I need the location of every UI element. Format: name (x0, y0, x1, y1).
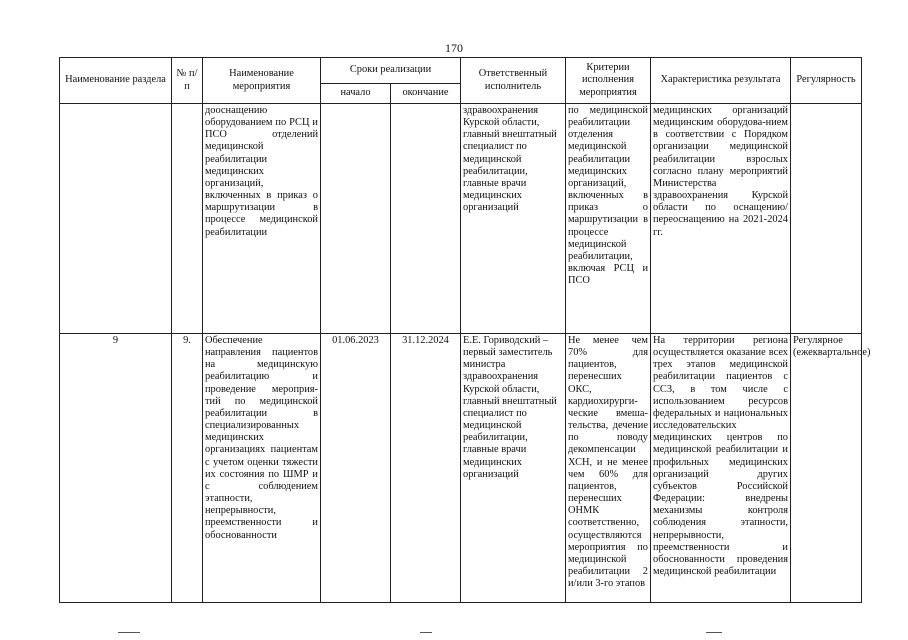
header-regularity: Регулярность (791, 58, 862, 104)
cell-end (391, 104, 461, 334)
header-responsible: Ответственный исполнитель (461, 58, 566, 104)
cell-responsible: Е.Е. Гориводский – первый заместитель министра здравоохранения Курской области, главный внештатный специалист по медицинской реабилитации, главные врачи медицинских организаций (461, 334, 566, 603)
header-event-name: Наименование мероприятия (203, 58, 321, 104)
cell-criteria: Не менее чем 70% для пациентов, перенесших ОКС, кардиохирурги-ческие вмеша-тельства, дечение по поводу декомпенсации ХСН, и не менее чем 60% для пациентов, перенесших ОНМК соответственно, осуществляются мероприятия по медицинской реабилитации 2 и/или 3-го этапов (566, 334, 651, 603)
events-table (59, 57, 871, 603)
header-end: окончание (391, 84, 461, 104)
cell-number (172, 104, 203, 334)
header-section-name: Наименование раздела (60, 58, 172, 104)
cell-section: 9 (60, 334, 172, 603)
cell-start: 01.06.2023 (321, 334, 391, 603)
cell-event: Обеспечение направления пациентов на медицинскую реабилитацию и проведение мероприя-тий по медицинской реабилитации в специализированных медицинских организациях пациентам с учетом оценки тяжести их состояния по ШМР и с соблюдением этапности, непрерывности, преемственности и обоснованности (203, 334, 321, 603)
cell-result: медицинских организаций медицинским оборудова-нием в соответствии с Порядком организации медицинской реабилитации взрослых согласно плану мероприятий Министерства здравоохранения Курской области по оснащению/ переоснащению на 2021-2024 гг. (651, 104, 791, 334)
scan-artifact-right (706, 632, 722, 633)
header-result: Характеристика результата (651, 58, 791, 104)
page-number: 170 (445, 41, 463, 55)
table-row (60, 104, 862, 334)
scan-artifact-left (118, 632, 140, 633)
cell-responsible: здравоохранения Курской области, главный внештатный специалист по медицинской реабилитации, главные врачи медицинских организаций (461, 104, 566, 334)
cell-result: На территории региона осуществляется оказание всех трех этапов медицинской реабилитации пациентов с ССЗ, в том числе с использованием ресурсов федеральных и национальных исследовательских медицинских центров по медицинской реабилитации и профильных медицинских организаций других субъектов Российской Федерации: внедрены механизмы контроля соблюдения этапности, непрерывности, преемственности и обоснованности проведения медицинской реабилитации (651, 334, 791, 603)
header-row (60, 58, 862, 84)
cell-end: 31.12.2024 (391, 334, 461, 603)
cell-regularity (791, 104, 862, 334)
header-criteria: Критерии исполнения мероприятия (566, 58, 651, 104)
cell-event: дооснащению оборудованием по РСЦ и ПСО отделений медицинской реабилитации медицинских организаций, включенных в приказ о маршрутизации в процессе медицинской реабилитации (203, 104, 321, 334)
cell-criteria: по медицинской реабилитации отделения медицинской реабилитации медицинских организаций, включенных в приказ о маршрутизации в процессе медицинской реабилитации, включая РСЦ и ПСО (566, 104, 651, 334)
cell-number: 9. (172, 334, 203, 603)
header-start: начало (321, 84, 391, 104)
cell-regularity: Регулярное (ежеквартальное) (791, 334, 862, 603)
header-number: № п/п (172, 58, 203, 104)
cell-start (321, 104, 391, 334)
header-timeline: Сроки реализации (321, 58, 461, 84)
table-row (60, 334, 862, 603)
cell-section (60, 104, 172, 334)
scan-artifact-center (420, 632, 432, 633)
